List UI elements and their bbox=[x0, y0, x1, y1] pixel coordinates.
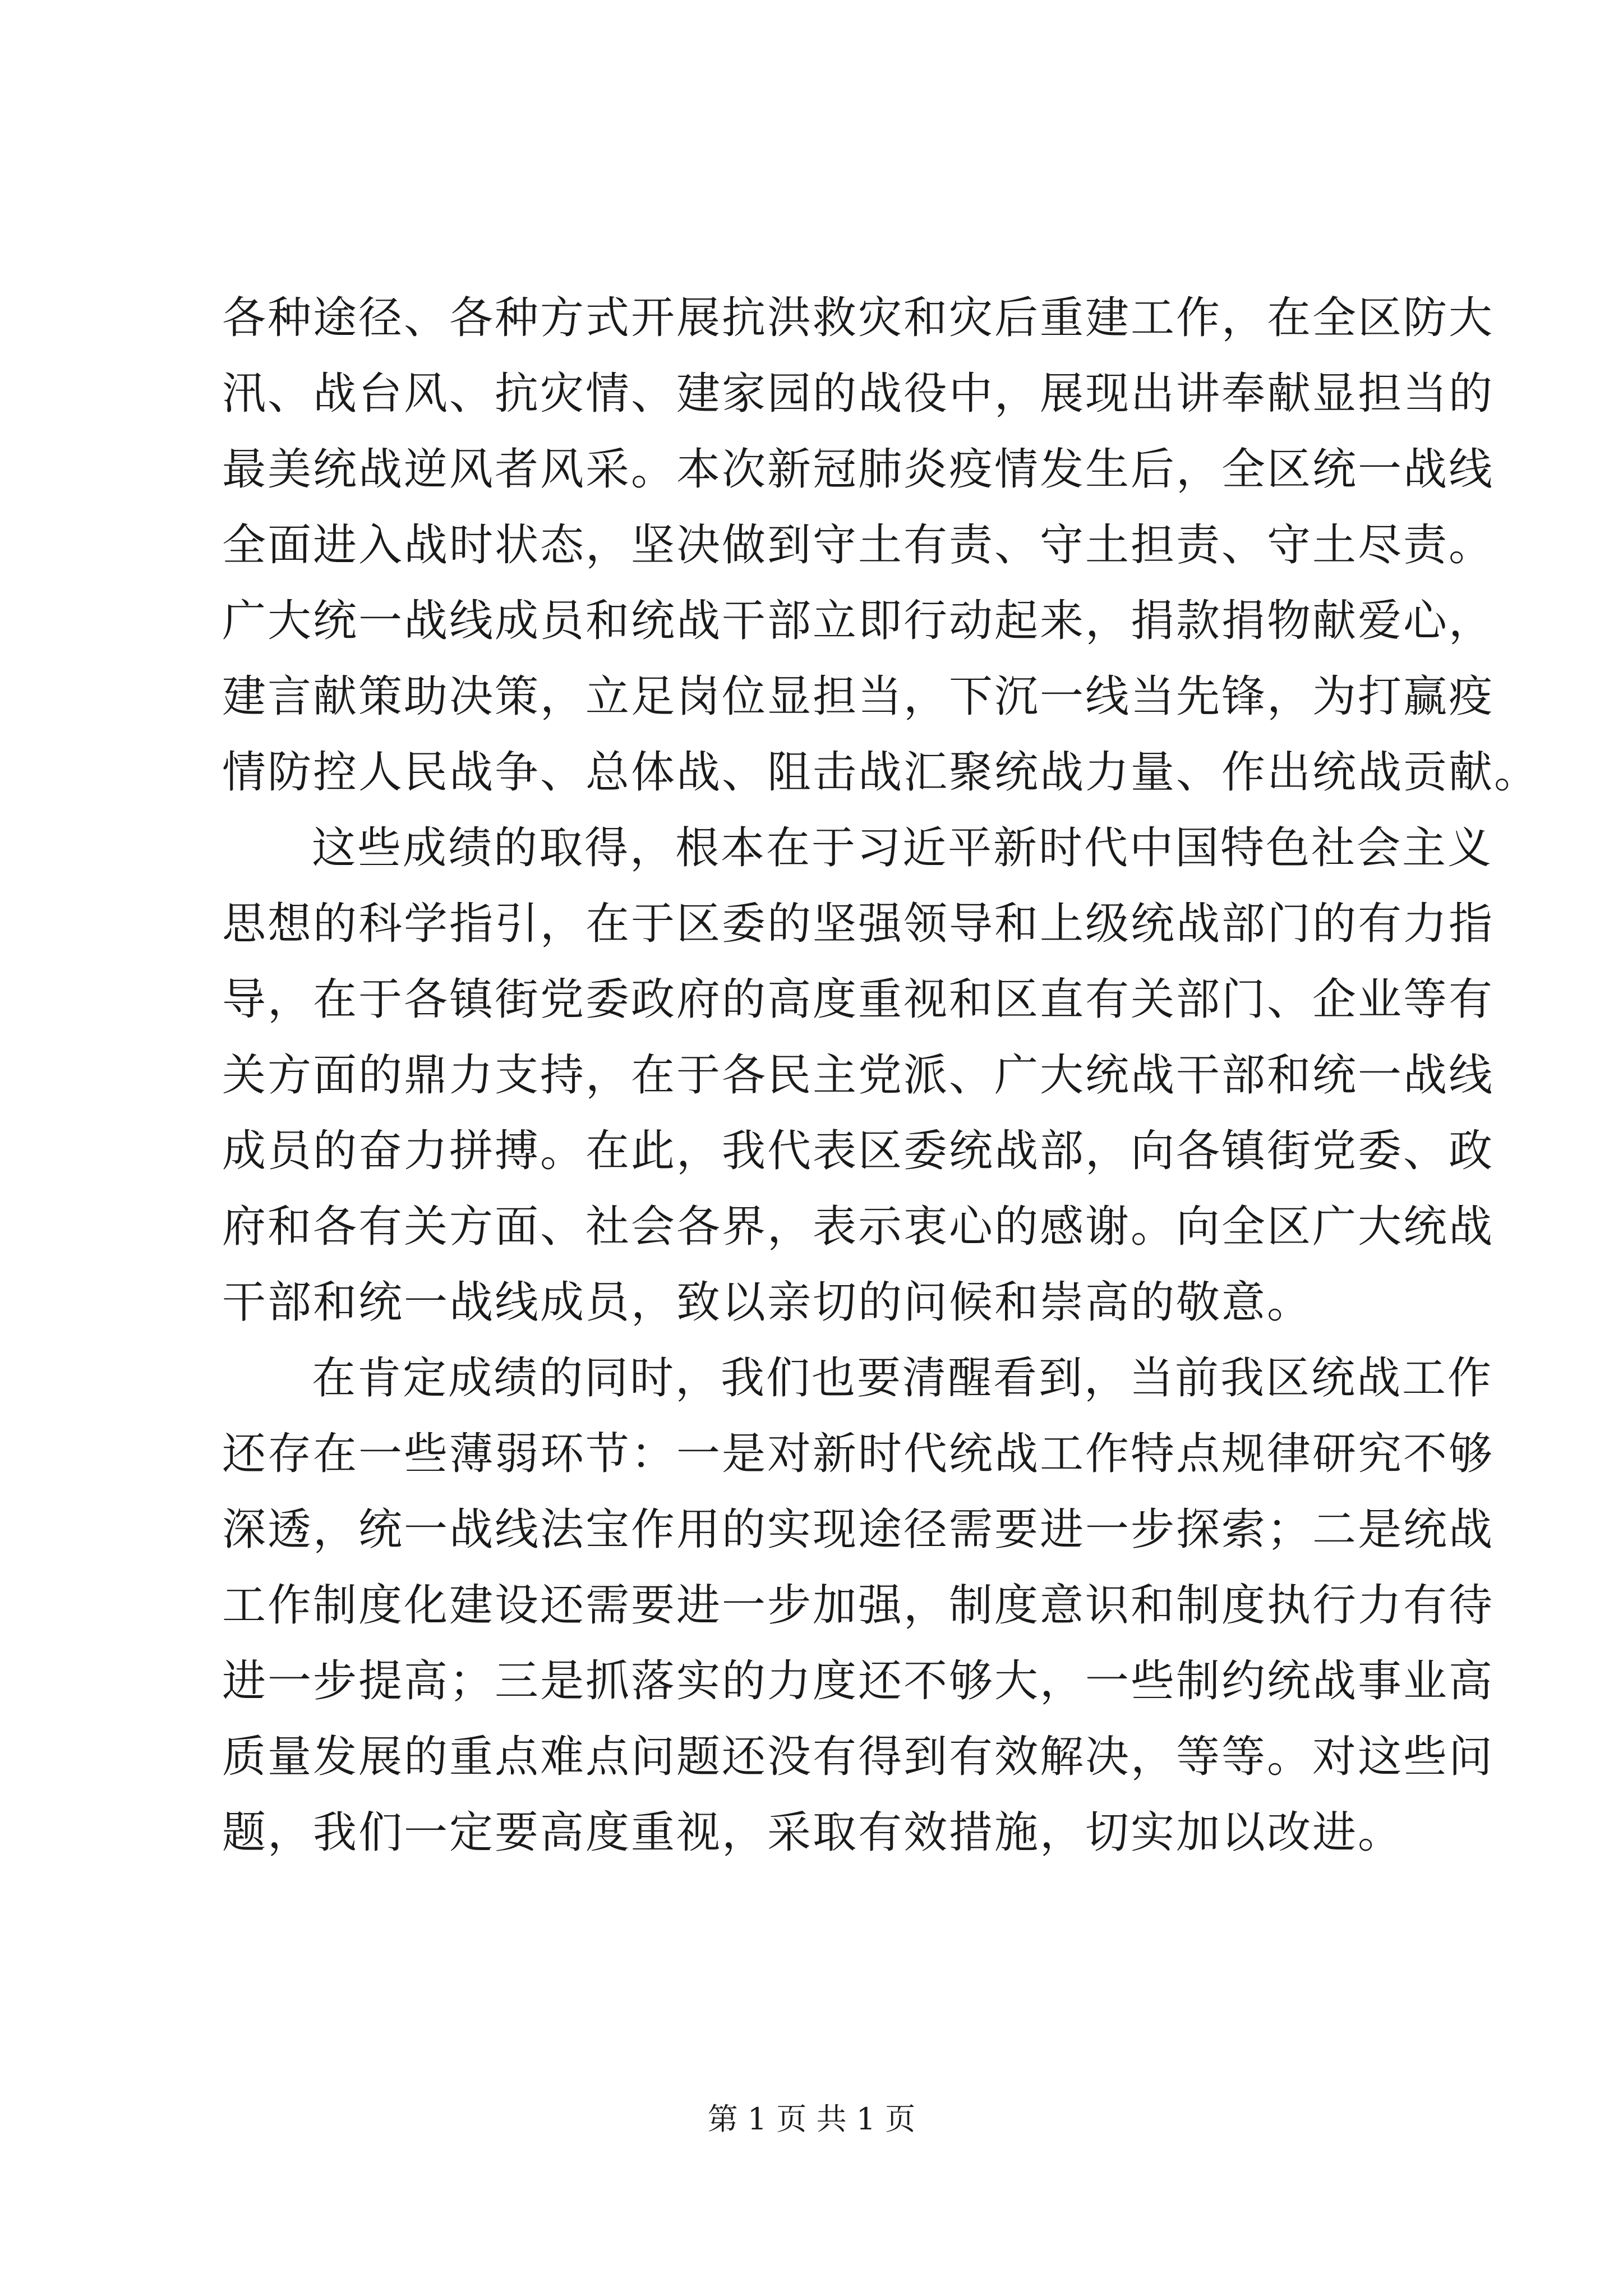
document-body bbox=[222, 280, 1540, 1871]
page-number-footer: 第 1 页 共 1 页 bbox=[707, 2101, 916, 2137]
body-line: 导，在于各镇街党委政府的高度重视和区直有关部门、企业等有 bbox=[222, 974, 1495, 1025]
body-line: 广大统一战线成员和统战干部立即行动起来，捐款捐物献爱心， bbox=[222, 596, 1495, 646]
paragraph-first-line: 在肯定成绩的同时，我们也要清醒看到，当前我区统战工作 bbox=[312, 1353, 1493, 1404]
body-line: 题，我们一定要高度重视，采取有效措施，切实加以改进。 bbox=[222, 1807, 1404, 1858]
body-line: 工作制度化建设还需要进一步加强，制度意识和制度执行力有待 bbox=[222, 1580, 1495, 1631]
body-line: 质量发展的重点难点问题还没有得到有效解决，等等。对这些问 bbox=[222, 1732, 1495, 1782]
paragraph-first-line: 这些成绩的取得，根本在于习近平新时代中国特色社会主义 bbox=[312, 823, 1493, 873]
body-line: 思想的科学指引，在于区委的坚强领导和上级统战部门的有力指 bbox=[222, 899, 1495, 949]
body-line: 还存在一些薄弱环节：一是对新时代统战工作特点规律研究不够 bbox=[222, 1429, 1495, 1479]
body-line: 进一步提高；三是抓落实的力度还不够大，一些制约统战事业高 bbox=[222, 1656, 1495, 1706]
body-line: 成员的奋力拼搏。在此，我代表区委统战部，向各镇街党委、政 bbox=[222, 1126, 1495, 1176]
body-line: 府和各有关方面、社会各界，表示衷心的感谢。向全区广大统战 bbox=[222, 1202, 1495, 1252]
body-line: 各种途径、各种方式开展抗洪救灾和灾后重建工作，在全区防大 bbox=[222, 293, 1495, 343]
body-line: 最美统战逆风者风采。本次新冠肺炎疫情发生后，全区统一战线 bbox=[222, 444, 1495, 495]
body-line: 汛、战台风、抗灾情、建家园的战役中，展现出讲奉献显担当的 bbox=[222, 369, 1495, 419]
body-line: 建言献策助决策，立足岗位显担当，下沉一线当先锋，为打赢疫 bbox=[222, 671, 1495, 722]
body-line: 全面进入战时状态，坚决做到守土有责、守土担责、守土尽责。 bbox=[222, 520, 1495, 570]
body-line: 情防控人民战争、总体战、阻击战汇聚统战力量、作出统战贡献。 bbox=[222, 747, 1540, 798]
body-line: 干部和统一战线成员，致以亲切的问候和崇高的敬意。 bbox=[222, 1277, 1313, 1328]
body-line: 关方面的鼎力支持，在于各民主党派、广大统战干部和统一战线 bbox=[222, 1050, 1495, 1101]
body-line: 深透，统一战线法宝作用的实现途径需要进一步探索；二是统战 bbox=[222, 1504, 1495, 1555]
